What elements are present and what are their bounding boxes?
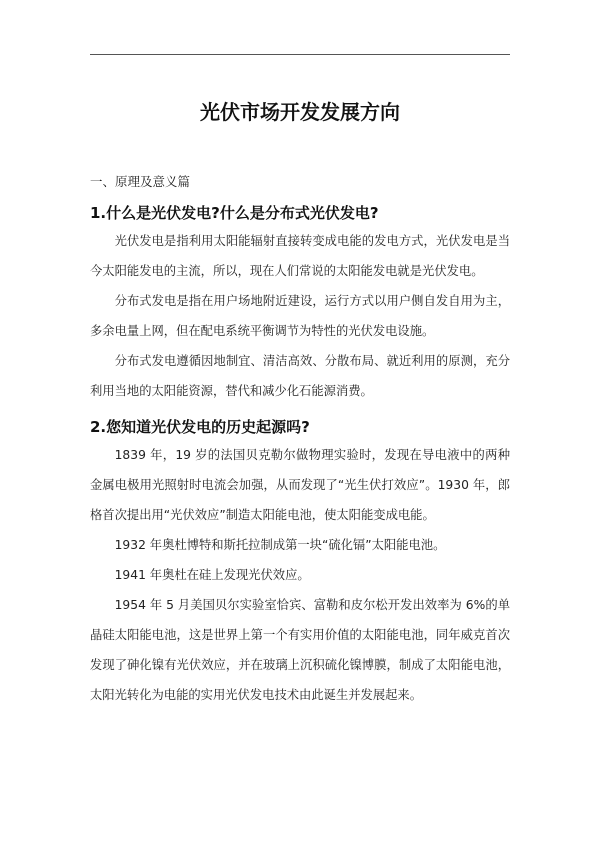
paragraph: 1932 年奥杜博特和斯托拉制成第一块“硫化镉”太阳能电池。 <box>114 538 446 552</box>
question-1-heading: 1.什么是光伏发电?什么是分布式光伏发电? <box>90 204 379 222</box>
document-body <box>90 96 510 710</box>
paragraph: 分布式发电遵循因地制宜、清洁高效、分散布局、就近利用的原测，充分利用当地的太阳能资源，替代和减少化石能源消费。 <box>90 354 510 398</box>
paragraph: 1839 年，19 岁的法国贝克勒尔做物理实验时，发现在导电液中的两种金属电极用光照射时电流会加强，从而发现了“光生伏打效应”。1930 年，郎格首次提出用“光伏效应”制造太阳能电池，使太阳能变成电能。 <box>90 448 510 522</box>
paragraph: 1954 年 5 月美国贝尔实验室恰宾、富勒和皮尔松开发出效率为 6%的单晶硅太阳能电池，这是世界上第一个有实用价值的太阳能电池，同年威克首次发现了砷化镍有光伏效应，并在玻璃上沉积硫化镍博膜，制成了太阳能电池，太阳光转化为电能的实用光伏发电技术由此诞生并发展起来。 <box>90 598 510 702</box>
section-heading: 一、原理及意义篇 <box>90 174 191 189</box>
document-title: 光伏市场开发发展方向 <box>200 100 400 124</box>
paragraph: 分布式发电是指在用户场地附近建设，运行方式以用户侧自发自用为主，多余电量上网，但在配电系统平衡调节为特性的光伏发电设施。 <box>90 294 510 338</box>
paragraph: 1941 年奥杜在硅上发现光伏效应。 <box>114 568 310 582</box>
paragraph: 光伏发电是指利用太阳能辐射直接转变成电能的发电方式，光伏发电是当今太阳能发电的主流，所以，现在人们常说的太阳能发电就是光伏发电。 <box>90 234 510 278</box>
header-rule <box>90 54 510 55</box>
question-2-heading: 2.您知道光伏发电的历史起源吗? <box>90 418 310 436</box>
